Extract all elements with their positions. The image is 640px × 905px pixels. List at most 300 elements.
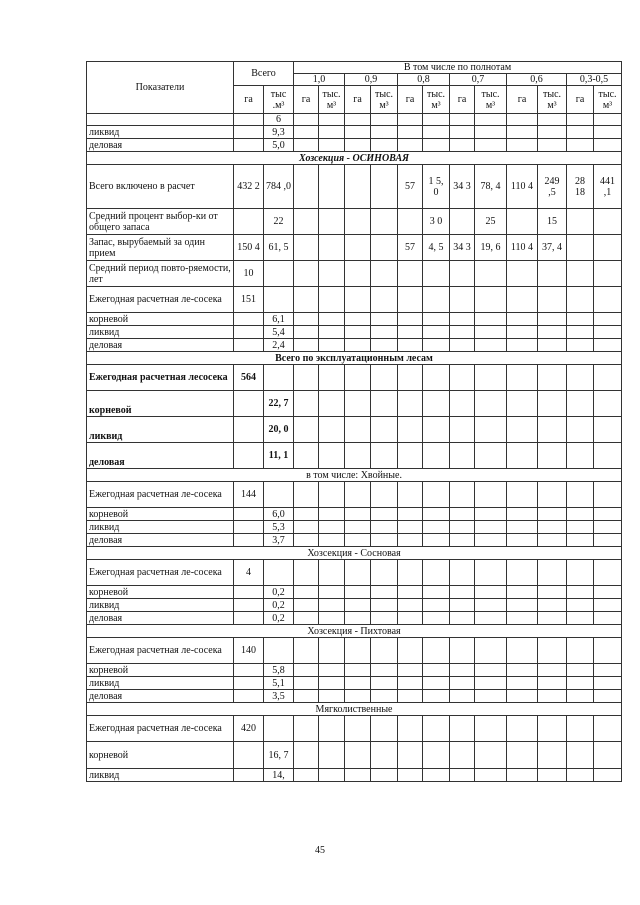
table-cell xyxy=(371,126,398,139)
table-cell xyxy=(538,716,567,742)
table-cell xyxy=(234,534,264,547)
table-cell xyxy=(423,638,450,664)
table-cell xyxy=(475,326,507,339)
table-cell xyxy=(234,508,264,521)
table-row xyxy=(87,326,622,339)
table-cell xyxy=(594,391,622,417)
table-cell xyxy=(319,482,345,508)
table-cell xyxy=(345,677,371,690)
table-cell xyxy=(294,482,319,508)
table-cell xyxy=(450,677,475,690)
table-cell xyxy=(450,114,475,126)
header-unit-volume: тыс. м³ xyxy=(475,86,507,114)
table-cell xyxy=(594,508,622,521)
row-label: ликвид xyxy=(87,417,234,443)
table-cell xyxy=(538,443,567,469)
table-cell xyxy=(507,482,538,508)
table-cell xyxy=(475,126,507,139)
table-cell xyxy=(538,139,567,152)
table-cell: 20, 0 xyxy=(264,417,294,443)
table-cell xyxy=(567,209,594,235)
table-cell xyxy=(450,391,475,417)
table-cell xyxy=(371,482,398,508)
table-cell xyxy=(294,534,319,547)
table-cell xyxy=(371,209,398,235)
table-body xyxy=(87,114,622,782)
table-cell xyxy=(507,287,538,313)
table-cell xyxy=(371,521,398,534)
table-cell xyxy=(567,534,594,547)
table-cell xyxy=(567,690,594,703)
table-cell xyxy=(567,326,594,339)
table-cell xyxy=(567,261,594,287)
table-cell xyxy=(594,742,622,769)
table-cell xyxy=(234,599,264,612)
header-unit-ha: га xyxy=(507,86,538,114)
table-cell xyxy=(398,391,423,417)
table-cell xyxy=(567,339,594,352)
table-cell xyxy=(594,521,622,534)
table-cell xyxy=(371,716,398,742)
table-cell xyxy=(294,126,319,139)
table-cell xyxy=(423,677,450,690)
table-cell xyxy=(294,165,319,209)
row-label: деловая xyxy=(87,443,234,469)
table-cell xyxy=(319,165,345,209)
table-cell xyxy=(475,599,507,612)
table-cell xyxy=(475,391,507,417)
row-label: деловая xyxy=(87,139,234,152)
row-label: ликвид xyxy=(87,521,234,534)
table-cell xyxy=(507,126,538,139)
table-cell: 37, 4 xyxy=(538,235,567,261)
table-cell xyxy=(423,521,450,534)
table-cell xyxy=(594,716,622,742)
table-cell xyxy=(319,521,345,534)
table-cell xyxy=(345,261,371,287)
table-row xyxy=(87,716,622,742)
table-cell xyxy=(423,339,450,352)
table-cell: 1 5, 0 xyxy=(423,165,450,209)
row-label: Ежегодная расчетная ле-сосека xyxy=(87,287,234,313)
table-cell xyxy=(475,443,507,469)
table-row xyxy=(87,612,622,625)
table-cell: 34 3 xyxy=(450,165,475,209)
table-cell xyxy=(450,339,475,352)
page-number: 45 xyxy=(315,845,325,856)
table-cell xyxy=(450,313,475,326)
header-unit-ha: га xyxy=(234,86,264,114)
table-cell xyxy=(594,612,622,625)
table-cell xyxy=(264,365,294,391)
table-cell xyxy=(345,287,371,313)
table-cell xyxy=(294,235,319,261)
table-row xyxy=(87,521,622,534)
table-cell xyxy=(234,313,264,326)
table-cell xyxy=(234,742,264,769)
table-cell xyxy=(234,586,264,599)
table-cell xyxy=(423,326,450,339)
table-cell: 2,4 xyxy=(264,339,294,352)
table-cell xyxy=(475,638,507,664)
table-cell xyxy=(319,742,345,769)
table-cell xyxy=(319,287,345,313)
table-cell xyxy=(371,769,398,782)
table-cell xyxy=(423,742,450,769)
table-cell xyxy=(234,769,264,782)
table-row xyxy=(87,139,622,152)
table-cell: 9,3 xyxy=(264,126,294,139)
table-cell xyxy=(371,326,398,339)
table-cell xyxy=(294,742,319,769)
section-row xyxy=(87,625,622,638)
header-unit-ha: га xyxy=(450,86,475,114)
table-row xyxy=(87,417,622,443)
table-cell xyxy=(398,287,423,313)
table-cell xyxy=(319,599,345,612)
table-cell xyxy=(371,690,398,703)
table-cell: 151 xyxy=(234,287,264,313)
table-cell xyxy=(475,339,507,352)
table-cell xyxy=(423,560,450,586)
table-cell xyxy=(345,664,371,677)
table-cell xyxy=(450,209,475,235)
row-label: корневой xyxy=(87,391,234,417)
table-cell xyxy=(450,365,475,391)
header-by-density: В том числе по полнотам xyxy=(294,62,622,74)
table-cell xyxy=(594,443,622,469)
table-cell: 61, 5 xyxy=(264,235,294,261)
table-cell xyxy=(507,599,538,612)
table-cell xyxy=(450,599,475,612)
table-cell xyxy=(475,690,507,703)
header-density: 0,7 xyxy=(450,74,507,86)
table-cell xyxy=(538,677,567,690)
table-cell xyxy=(294,417,319,443)
table-cell xyxy=(234,139,264,152)
table-cell: 78, 4 xyxy=(475,165,507,209)
table-cell xyxy=(475,139,507,152)
table-cell xyxy=(423,612,450,625)
table-cell xyxy=(371,534,398,547)
table-cell xyxy=(345,586,371,599)
table-cell xyxy=(234,209,264,235)
table-cell xyxy=(371,261,398,287)
table-cell xyxy=(234,339,264,352)
table-cell: 432 2 xyxy=(234,165,264,209)
table-cell: 0,2 xyxy=(264,599,294,612)
table-cell xyxy=(475,742,507,769)
table-cell xyxy=(423,716,450,742)
table-cell xyxy=(264,287,294,313)
table-cell xyxy=(319,417,345,443)
table-cell xyxy=(294,560,319,586)
table-cell xyxy=(398,677,423,690)
table-cell xyxy=(398,586,423,599)
table-cell xyxy=(371,139,398,152)
table-cell xyxy=(294,391,319,417)
table-cell xyxy=(450,560,475,586)
table-cell xyxy=(507,417,538,443)
row-label: ликвид xyxy=(87,326,234,339)
table-cell xyxy=(319,313,345,326)
row-label: деловая xyxy=(87,534,234,547)
table-cell: 25 xyxy=(475,209,507,235)
table-cell xyxy=(567,638,594,664)
table-cell xyxy=(567,114,594,126)
table-cell xyxy=(594,677,622,690)
table-cell xyxy=(507,326,538,339)
header-density: 0,6 xyxy=(507,74,567,86)
table-cell xyxy=(594,313,622,326)
table-cell xyxy=(538,586,567,599)
table-cell xyxy=(398,126,423,139)
row-label: деловая xyxy=(87,339,234,352)
table-cell: 6,0 xyxy=(264,508,294,521)
section-title: Хозсекция - ОСИНОВАЯ xyxy=(87,152,622,165)
table-cell xyxy=(567,365,594,391)
table-cell xyxy=(450,326,475,339)
table-cell xyxy=(294,677,319,690)
table-cell xyxy=(538,690,567,703)
table-cell xyxy=(507,443,538,469)
table-cell xyxy=(345,482,371,508)
table-cell xyxy=(264,716,294,742)
table-cell: 140 xyxy=(234,638,264,664)
table-cell xyxy=(319,126,345,139)
table-cell: 3,7 xyxy=(264,534,294,547)
table-row xyxy=(87,586,622,599)
table-cell xyxy=(567,586,594,599)
table-cell: 6 xyxy=(264,114,294,126)
table-cell xyxy=(319,664,345,677)
row-label: корневой xyxy=(87,742,234,769)
section-title: Хозсекция - Пихтовая xyxy=(87,625,622,638)
table-cell: 11, 1 xyxy=(264,443,294,469)
table-cell xyxy=(398,521,423,534)
table-cell xyxy=(507,508,538,521)
table-cell xyxy=(594,417,622,443)
table-cell xyxy=(294,114,319,126)
table-cell xyxy=(234,326,264,339)
table-cell xyxy=(567,560,594,586)
table-row xyxy=(87,508,622,521)
table-cell xyxy=(450,482,475,508)
row-label: деловая xyxy=(87,690,234,703)
header-density: 0,8 xyxy=(398,74,450,86)
table-row xyxy=(87,165,622,209)
table-cell xyxy=(475,521,507,534)
section-row xyxy=(87,703,622,716)
table-cell xyxy=(319,209,345,235)
table-cell xyxy=(371,165,398,209)
table-cell xyxy=(234,664,264,677)
table-cell xyxy=(538,365,567,391)
table-cell xyxy=(507,339,538,352)
table-row xyxy=(87,560,622,586)
row-label: Ежегодная расчетная ле-сосека xyxy=(87,716,234,742)
table-cell xyxy=(371,664,398,677)
table-cell xyxy=(538,534,567,547)
table-cell xyxy=(594,482,622,508)
table-cell xyxy=(423,114,450,126)
table-cell xyxy=(398,209,423,235)
table-cell xyxy=(345,612,371,625)
table-cell xyxy=(450,443,475,469)
table-cell xyxy=(319,391,345,417)
table-cell xyxy=(423,391,450,417)
table-cell xyxy=(371,313,398,326)
table-cell xyxy=(398,560,423,586)
table-cell xyxy=(423,769,450,782)
table-cell xyxy=(345,209,371,235)
table-cell xyxy=(567,599,594,612)
table-cell xyxy=(398,716,423,742)
table-cell xyxy=(371,443,398,469)
table-cell xyxy=(567,742,594,769)
table-cell xyxy=(423,417,450,443)
row-label: корневой xyxy=(87,508,234,521)
table-cell xyxy=(234,443,264,469)
table-cell xyxy=(594,339,622,352)
header-unit-volume: тыс .м³ xyxy=(264,86,294,114)
table-cell xyxy=(538,508,567,521)
table-cell xyxy=(567,521,594,534)
table-cell: 0,2 xyxy=(264,612,294,625)
row-label: Средний процент выбор-ки от общего запаса xyxy=(87,209,234,235)
table-cell xyxy=(319,139,345,152)
table-cell: 441 ,1 xyxy=(594,165,622,209)
table-cell xyxy=(423,664,450,677)
table-cell xyxy=(475,417,507,443)
table-cell: 5,3 xyxy=(264,521,294,534)
table-cell xyxy=(319,339,345,352)
table-cell xyxy=(319,586,345,599)
table-cell xyxy=(319,114,345,126)
table-cell xyxy=(319,716,345,742)
table-cell xyxy=(538,599,567,612)
section-row xyxy=(87,469,622,482)
table-cell: 34 3 xyxy=(450,235,475,261)
table-cell xyxy=(538,417,567,443)
table-cell xyxy=(567,235,594,261)
section-title: в том числе: Хвойные. xyxy=(87,469,622,482)
table-cell xyxy=(507,261,538,287)
table-row xyxy=(87,261,622,287)
header-unit-volume: тыс. м³ xyxy=(319,86,345,114)
table-row xyxy=(87,482,622,508)
table-cell xyxy=(294,287,319,313)
section-row xyxy=(87,352,622,365)
table-cell xyxy=(538,664,567,677)
table-cell xyxy=(450,287,475,313)
table-cell xyxy=(371,339,398,352)
table-cell xyxy=(398,482,423,508)
row-label: Средний период повто-ряемости, лет xyxy=(87,261,234,287)
table-cell xyxy=(507,521,538,534)
table-cell: 5,1 xyxy=(264,677,294,690)
table-cell xyxy=(567,126,594,139)
table-row xyxy=(87,690,622,703)
table-cell xyxy=(398,638,423,664)
table-cell: 5,0 xyxy=(264,139,294,152)
table-cell xyxy=(371,365,398,391)
table-cell xyxy=(294,209,319,235)
table-cell xyxy=(319,261,345,287)
table-cell xyxy=(450,417,475,443)
table-cell xyxy=(398,664,423,677)
table-cell xyxy=(594,560,622,586)
table-cell xyxy=(538,326,567,339)
table-cell xyxy=(507,209,538,235)
table-cell: 150 4 xyxy=(234,235,264,261)
table-row xyxy=(87,313,622,326)
table-cell xyxy=(371,417,398,443)
table-cell: 5,8 xyxy=(264,664,294,677)
table-cell xyxy=(345,638,371,664)
table-cell: 57 xyxy=(398,165,423,209)
table-row xyxy=(87,114,622,126)
row-label: корневой xyxy=(87,313,234,326)
table-cell xyxy=(507,114,538,126)
table-cell xyxy=(345,313,371,326)
table-cell xyxy=(423,599,450,612)
table-cell xyxy=(450,742,475,769)
table-cell xyxy=(398,690,423,703)
table-cell xyxy=(475,534,507,547)
table-cell xyxy=(398,534,423,547)
section-title: Хозсекция - Сосновая xyxy=(87,547,622,560)
table-cell xyxy=(294,521,319,534)
table-cell xyxy=(507,365,538,391)
table-row xyxy=(87,534,622,547)
header-unit-volume: тыс. м³ xyxy=(538,86,567,114)
table-cell xyxy=(450,126,475,139)
table-cell xyxy=(594,287,622,313)
table-row xyxy=(87,443,622,469)
row-label: корневой xyxy=(87,664,234,677)
table-cell xyxy=(319,690,345,703)
table-cell xyxy=(294,612,319,625)
table-cell xyxy=(594,638,622,664)
table-cell xyxy=(567,612,594,625)
row-label: корневой xyxy=(87,586,234,599)
table-cell xyxy=(567,287,594,313)
section-row xyxy=(87,152,622,165)
table-cell xyxy=(423,690,450,703)
table-cell xyxy=(345,114,371,126)
table-cell xyxy=(567,417,594,443)
row-label: ликвид xyxy=(87,599,234,612)
table-cell xyxy=(475,287,507,313)
table-cell xyxy=(294,313,319,326)
table-header xyxy=(87,62,622,114)
table-cell xyxy=(294,690,319,703)
header-density: 1,0 xyxy=(294,74,345,86)
header-unit-volume: тыс. м³ xyxy=(423,86,450,114)
table-cell xyxy=(234,126,264,139)
table-cell xyxy=(475,508,507,521)
table-cell xyxy=(567,313,594,326)
table-cell xyxy=(450,534,475,547)
table-cell xyxy=(507,586,538,599)
table-cell xyxy=(319,612,345,625)
table-cell xyxy=(594,139,622,152)
table-cell xyxy=(398,769,423,782)
table-cell xyxy=(475,677,507,690)
table-cell xyxy=(319,326,345,339)
table-cell xyxy=(234,417,264,443)
